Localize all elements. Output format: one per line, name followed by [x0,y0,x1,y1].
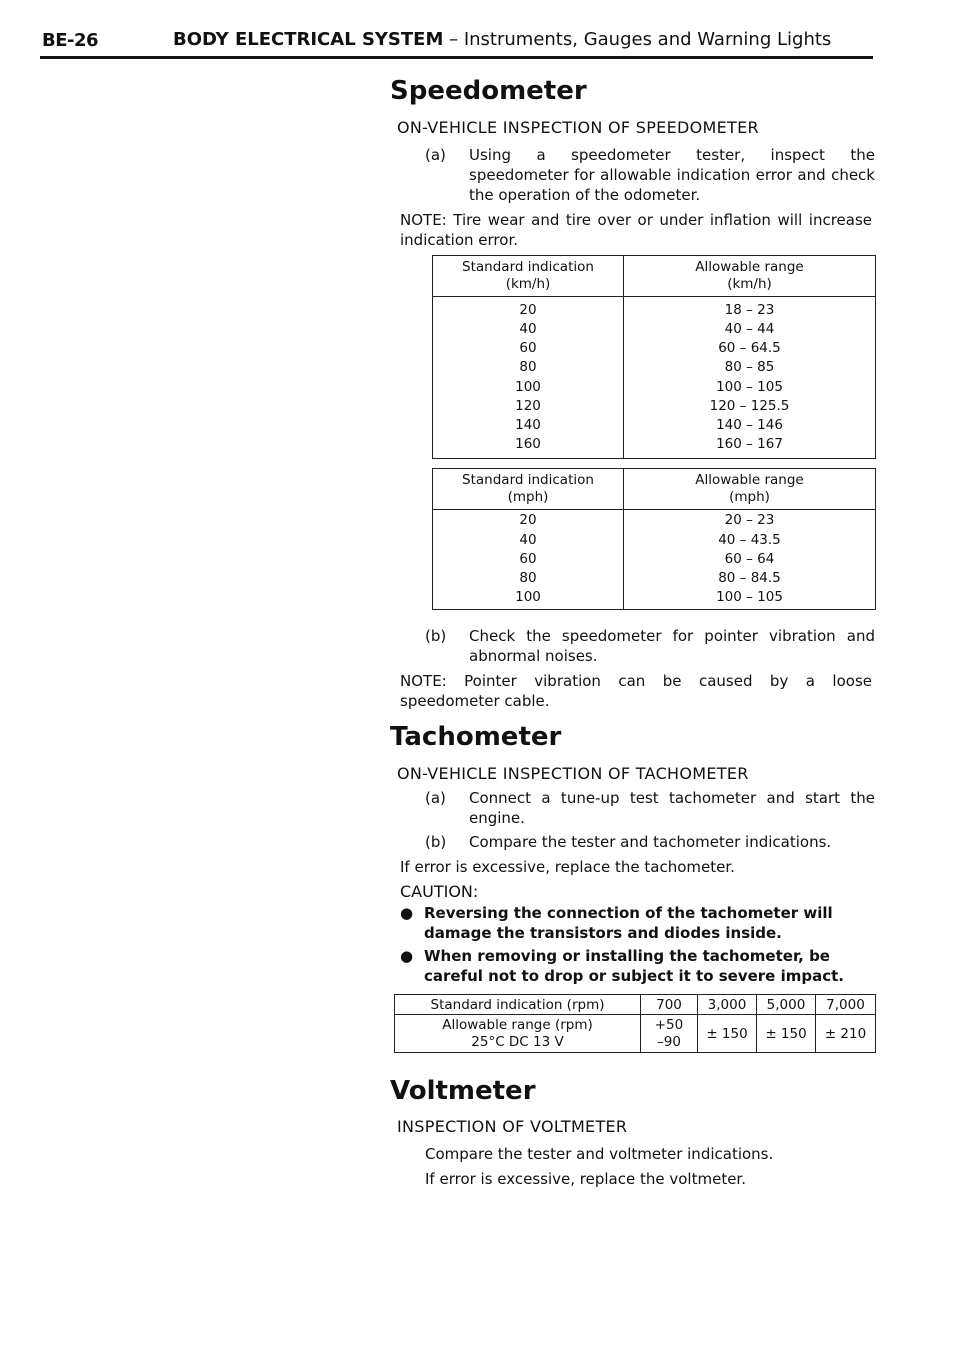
table-cell: 18 – 23 [724,301,775,318]
table-cell: 100 [515,378,541,395]
table-cell: 7,000 [816,995,876,1015]
step-text: Check the speedometer for pointer vibration and abnormal noises. [469,627,875,665]
table-cell: 3,000 [698,995,757,1015]
table-cell: 60 [519,550,537,567]
table-cell: 20 [519,301,537,318]
table-cell: ± 150 [757,1015,816,1053]
tachometer-title: Tachometer [390,722,562,752]
section-subtitle: – Instruments, Gauges and Warning Lights [443,29,832,50]
speedometer-note-2: NOTE: Pointer vibration can be caused by a loose speedometer cable. [400,672,872,710]
speedometer-step-a [425,145,875,205]
step-label: (a) [425,146,446,164]
table-cell: 140 – 146 [716,416,783,433]
table-cell: +50 –90 [641,1015,698,1053]
table-cell: 100 – 105 [716,589,783,606]
table-cell: 120 [515,397,541,414]
step-label: (b) [425,627,447,645]
voltmeter-text-2: If error is excessive, replace the voltmeter. [425,1170,746,1188]
step-text: Connect a tune-up test tachometer and start the engine. [469,789,875,827]
tachometer-error-text: If error is excessive, replace the tachometer. [400,858,735,876]
section-name: BODY ELECTRICAL SYSTEM [173,29,444,50]
header-rule [40,56,873,59]
page-number: BE-26 [42,30,99,51]
bullet-icon: ● [400,904,414,922]
tachometer-step-a [425,788,875,828]
table-cell: 20 [519,512,537,529]
table-cell: 100 [515,589,541,606]
step-label: (a) [425,789,446,807]
table-cell: 60 [519,340,537,357]
speed-table-kmh [432,255,876,459]
table-cell: 120 – 125.5 [709,397,790,414]
tachometer-subhead: ON-VEHICLE INSPECTION OF TACHOMETER [397,764,749,783]
bullet-icon: ● [400,947,414,965]
table-cell: 60 – 64 [724,550,775,567]
table-cell: 160 – 167 [716,436,783,453]
kmh-allowable-values [624,297,876,459]
voltmeter-text-1: Compare the tester and voltmeter indications. [425,1145,774,1163]
table-cell: 80 – 85 [724,359,775,376]
speedometer-title: Speedometer [390,76,587,106]
mph-allowable-values [624,510,876,610]
table-cell: 80 [519,570,537,587]
table-cell: 40 [519,320,537,337]
running-head [173,29,831,50]
speedometer-subhead: ON-VEHICLE INSPECTION OF SPEEDOMETER [397,118,759,137]
tachometer-step-b [425,832,875,852]
table-cell: 700 [641,995,698,1015]
speedometer-note-1: NOTE: Tire wear and tire over or under inflation will increase indication error. [400,211,872,249]
tach-row1-label: Standard indication (rpm) [395,995,641,1015]
mph-standard-values [433,510,624,610]
tach-row2-label: Allowable range (rpm) 25°C DC 13 V [395,1015,641,1053]
table-cell: 160 [515,436,541,453]
caution-text: When removing or installing the tachometer, be careful not to drop or subject it to severe impact. [424,947,844,985]
table-cell: 100 – 105 [716,378,783,395]
mph-col2-header: Allowable range (mph) [624,469,876,510]
step-text: Using a speedometer tester, inspect the speedometer for allowable indication error and check the operation of the odometer. [469,146,875,204]
table-cell: 40 – 44 [724,320,775,337]
step-label: (b) [425,833,447,851]
table-cell: 140 [515,416,541,433]
kmh-col1-header: Standard indication (km/h) [433,256,624,297]
speed-table-mph [432,468,876,610]
voltmeter-title: Voltmeter [390,1076,536,1106]
table-cell: ± 210 [816,1015,876,1053]
caution-item-1 [400,903,875,943]
caution-item-2 [400,946,875,986]
table-cell: 80 [519,359,537,376]
caution-text: Reversing the connection of the tachometer will damage the transistors and diodes inside. [424,904,833,942]
caution-label: CAUTION: [400,882,479,901]
table-cell: 60 – 64.5 [718,340,781,357]
voltmeter-subhead: INSPECTION OF VOLTMETER [397,1117,628,1136]
speedometer-step-b [425,626,875,666]
mph-col1-header: Standard indication (mph) [433,469,624,510]
table-cell: 5,000 [757,995,816,1015]
table-cell: 40 [519,531,537,548]
tachometer-table [394,994,876,1053]
table-cell: 80 – 84.5 [718,570,781,587]
table-cell: ± 150 [698,1015,757,1053]
step-text: Compare the tester and tachometer indications. [469,833,832,851]
table-cell: 20 – 23 [724,512,775,529]
table-cell: 40 – 43.5 [718,531,781,548]
kmh-col2-header: Allowable range (km/h) [624,256,876,297]
kmh-standard-values [433,297,624,459]
